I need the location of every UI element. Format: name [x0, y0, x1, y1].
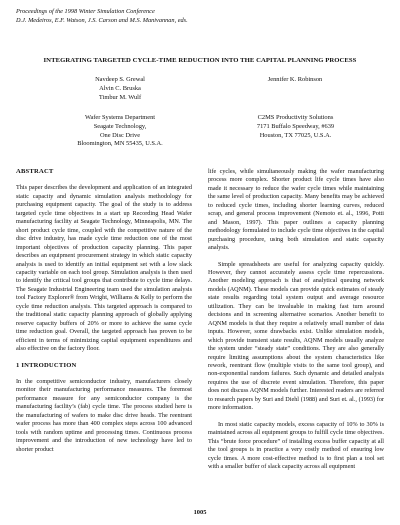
affiliation-line: Seagate Technology,: [93, 122, 147, 130]
affiliation-line: C2MS Productivity Solutions: [257, 114, 334, 121]
body-paragraph: life cycles, while simultaneously making the wafer manufacturing process more complex. Shorter product life cycle times have also made it necessary to reduce the wafer cycle times while maintaining the same level of production capacity. Many benefits may be achieved to reduced cycle times, including shorter learning curves, reduced scrap, and general process improvement (Nemoto et. al., 1996, Potti and Mason, 1997). This paper outlines a capacity planning methodology formulated to include cycle time objectives in the capital purchasing procedure, using both simulation and static capacity analysis.: [208, 168, 384, 252]
right-column: [208, 168, 384, 479]
author-name: Alvin C. Bruska: [99, 84, 141, 92]
affiliation-line: Wafer Systems Department: [84, 114, 156, 121]
affiliation-right: [228, 114, 363, 140]
body-paragraph: In most static capacity models, excess capacity of 10% to 30% is maintained across all equipment groups to fulfill cycle time objectives. This “brute force procedure” of installing excess buffer capacity at all the tool groups is in practice a very costly method of ensuring low cycle times. A more cost-effective method is to first plan a tool set with a smaller buffer of slack capacity across all equipment: [208, 420, 384, 470]
affiliation-left: [45, 114, 195, 149]
page-number: 1005: [193, 509, 207, 516]
introduction-text: In the competitive semiconductor industry, manufacturers closely monitor their manufacturing performance measures. The foremost performance measure for any semiconductor company is the manufacturing facility’s (fab) cycle time. The process studied here is the manufacturing of wafers to make disc drive heads. The reentrant wafer process has more than 400 complex steps across 100 advanced tools with random uptime and processing times. Continuous process improvement and the introduction of new technology have led to shorter product: [16, 377, 192, 453]
left-column: [16, 168, 192, 462]
affiliation-line: 7171 Buffalo Speedway, #639: [256, 122, 335, 130]
abstract-heading: ABSTRACT: [16, 168, 54, 175]
author-name: Timbur M. Wulf: [98, 93, 142, 101]
affiliation-line: One Disc Drive: [99, 131, 141, 139]
affiliation-line: Bloomington, MN 55435, U.S.A.: [77, 140, 163, 148]
introduction-heading: 1 INTRODUCTION: [16, 361, 77, 369]
authors-right: [245, 76, 345, 85]
body-paragraph: Simple spreadsheets are useful for analyzing capacity quickly. However, they cannot accurately assess cycle time repercussions. Another modeling approach is that of analytical queuing network models (AQNM). These models can provide quick estimates of steady state results regarding total system output and average resource utilization. They can be invaluable in making fast turn around decisions and in screening alternative scenarios. Another benefit to AQNM models is that they require a relatively small number of data inputs. However, some drawbacks exist. Unlike simulation models, which provide transient state results, AQNM models usually analyze the system under “steady state” conditions. They are also generally require limiting assumptions about the system characteristics like rework, reentrant flow (multiple visits to the same tool group), and non-exponential random failures. Such dynamic and detailed analysis requires the use of discrete event simulation. Therefore, this paper does not discuss AQNM models further. Interested readers are referred to research papers by Suri and Diehl (1988) and Suri et. al., (1993) for more information.: [208, 260, 384, 412]
author-name: Jennifer K. Robinson: [267, 76, 323, 83]
proceedings-header: [16, 8, 316, 25]
authors-left: [60, 76, 180, 102]
paper-title: INTEGRATING TARGETED CYCLE-TIME REDUCTION INTO THE CAPITAL PLANNING PROCESS: [43, 57, 357, 64]
abstract-text: This paper describes the development and application of an integrated static capacity and dynamic simulation analysis methodology for purchasing equipment capacity. The goal of the study is to address targeted cycle time objectives in a start up Recording Head Wafer manufacturing facility at Seagate Technology, Minneapolis, MN. The short product cycle time, coupled with the competitive nature of the disc drive industry, has made cycle time reduction one of the most important objectives of production capacity planning. This paper describes an equipment procurement strategy in which static capacity analysis is used to identify an initial equipment set with a low slack capacity variable on each tool group. Simulation analysis is then used to identify the critical tool groups that contribute to cycle time delays. The Seagate Industrial Engineering team used the simulation analysis tool Factory Explorer® from Wright, Williams & Kelly to perform the cycle time reduction analysis. This targeted approach is compared to the traditional static capacity planning approach of globally applying reserve capacity buffers of 20% or more to achieve the same cycle time reduction goal. Overall, the targeted approach has proven to be efficient in terms of minimizing capital equipment expenditures and also effective on the factory floor.: [16, 184, 192, 353]
author-name: Navdeep S. Grewal: [95, 76, 145, 83]
proceedings-line-1: Proceedings of the 1998 Winter Simulation Conference: [16, 8, 155, 15]
affiliation-line: Houston, TX 77025, U.S.A.: [259, 131, 332, 139]
proceedings-line-2: D.J. Medeiros, E.F. Watson, J.S. Carson and M.S. Manivannan, eds.: [16, 16, 188, 24]
